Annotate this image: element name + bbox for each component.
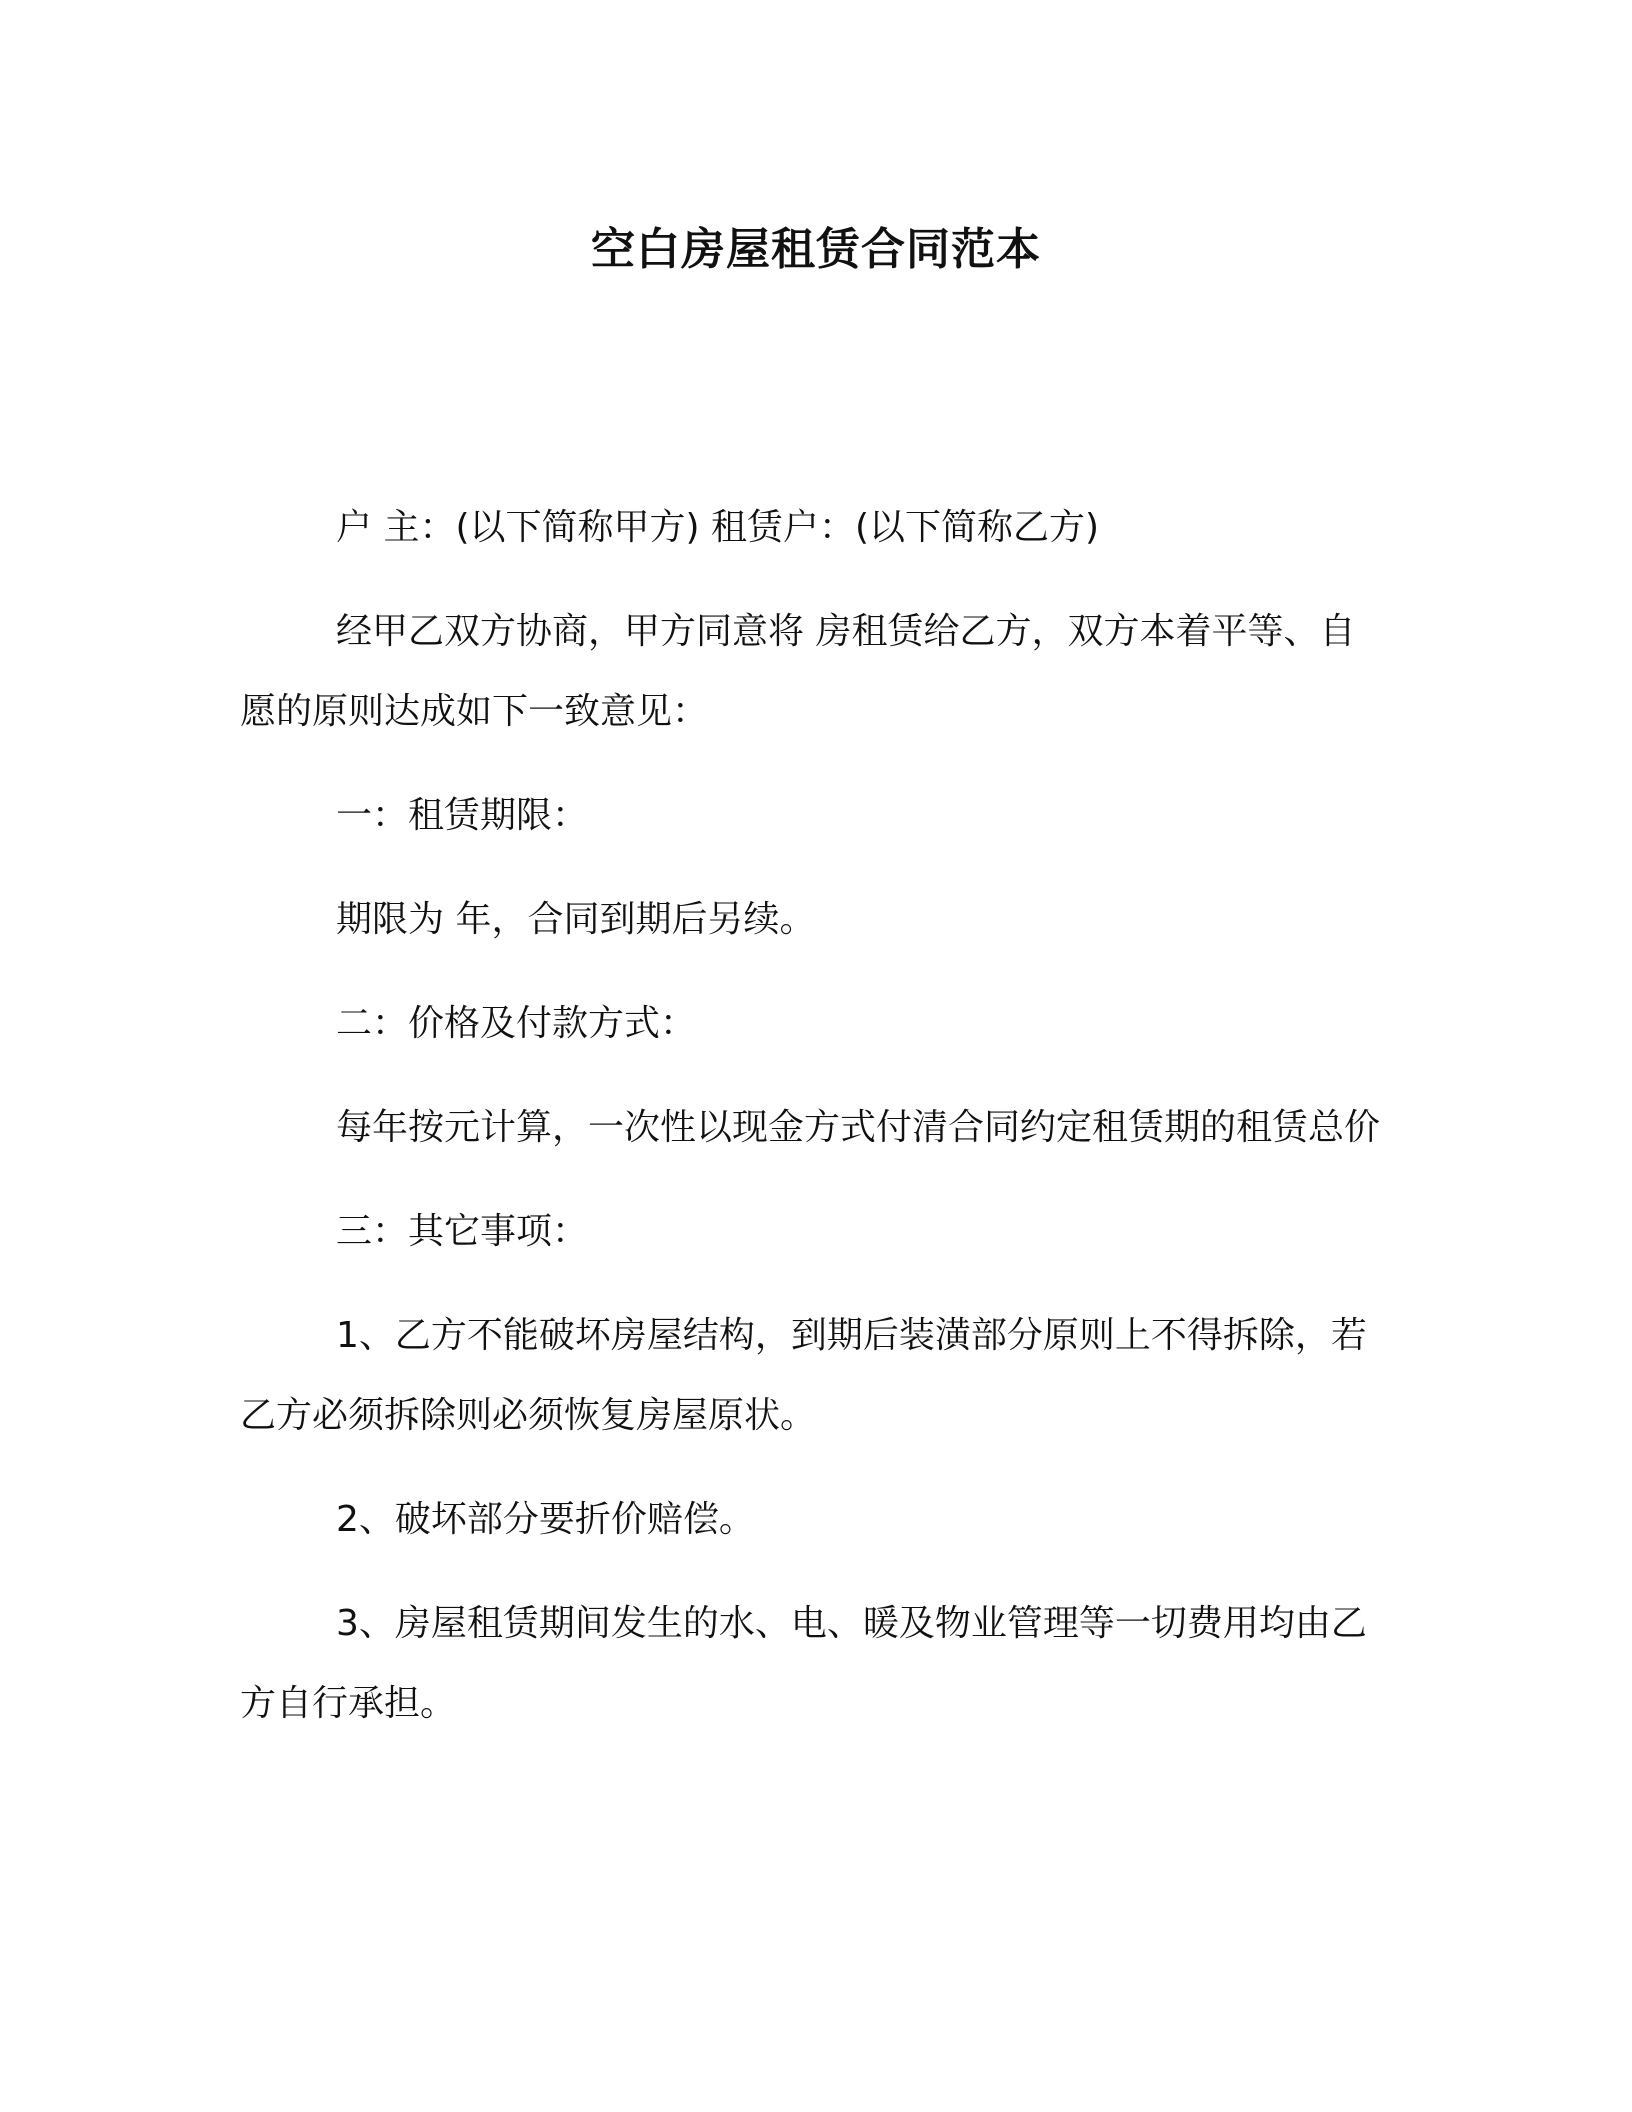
- agreement-intro-paragraph: 经甲乙双方协商，甲方同意将 房租赁给乙方，双方本着平等、自愿的原则达成如下一致意见：: [240, 611, 1356, 732]
- clause-1-paragraph: 1、乙方不能破坏房屋结构，到期后装潢部分原则上不得拆除，若乙方必须拆除则必须恢复房屋原状。: [240, 1315, 1367, 1436]
- section-heading-other-matters: 三：其它事项：: [336, 1211, 589, 1252]
- clause-3-paragraph: 3、房屋租赁期间发生的水、电、暖及物业管理等一切费用均由乙方自行承担。: [240, 1603, 1367, 1724]
- lease-term-paragraph: 期限为 年，合同到期后另续。: [336, 899, 816, 940]
- price-payment-paragraph: 每年按元计算，一次性以现金方式付清合同约定租赁期的租赁总价: [336, 1107, 1381, 1148]
- section-heading-lease-term: 一：租赁期限：: [336, 795, 589, 836]
- section-heading-price-payment: 二：价格及付款方式：: [336, 1003, 697, 1044]
- document-title: 空白房屋租赁合同范本: [591, 224, 1041, 275]
- clause-2-paragraph: 2、破坏部分要折价赔偿。: [336, 1499, 755, 1540]
- document-body: [240, 488, 1380, 1768]
- parties-paragraph: 户 主：(以下简称甲方) 租赁户：(以下简称乙方): [336, 507, 1100, 548]
